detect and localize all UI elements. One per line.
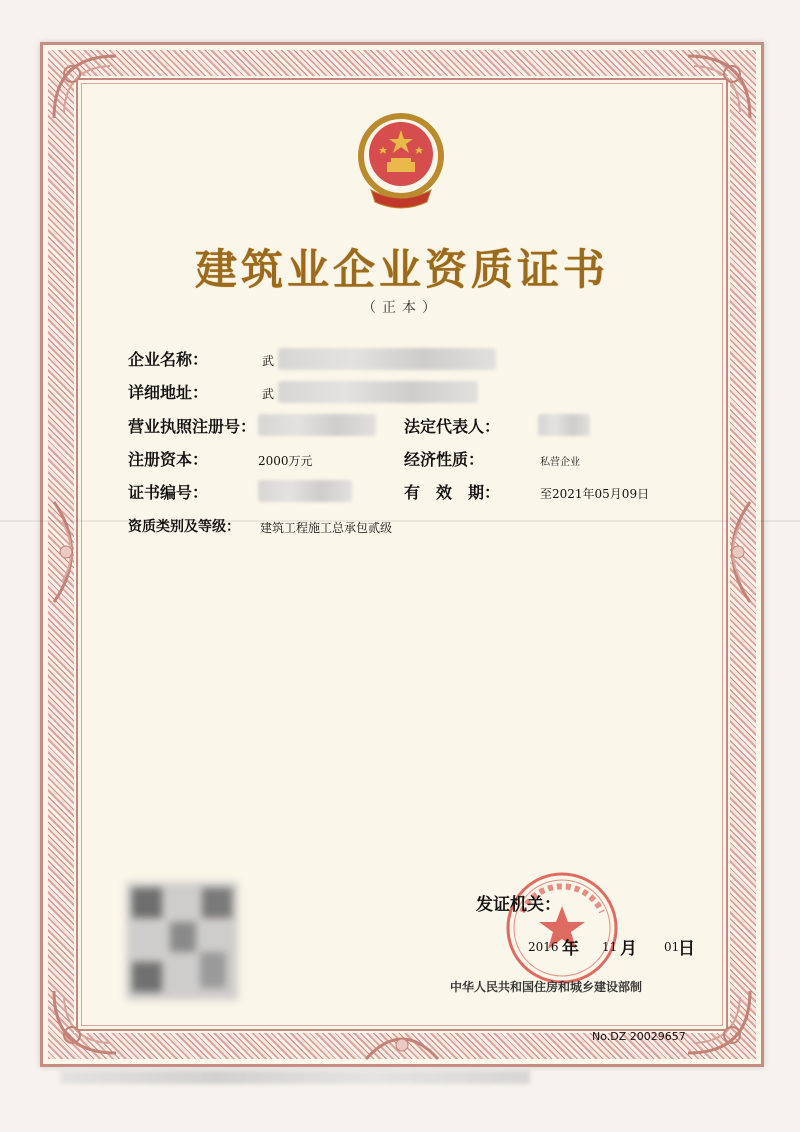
economic-nature-value: 私营企业 <box>540 457 580 468</box>
certificate-title: 建筑业企业资质证书 <box>194 245 609 294</box>
validity-value: 至2021年05月09日 <box>540 487 650 501</box>
redacted-company-name <box>278 348 496 370</box>
legal-rep-label: 法定代表人： <box>404 417 501 436</box>
bottom-ornament-icon <box>362 1027 442 1063</box>
issue-day-unit: 日 <box>678 939 695 959</box>
company-name-value: 武 <box>262 354 275 368</box>
corner-ornament-icon <box>50 987 120 1057</box>
redacted-address <box>278 381 478 403</box>
issue-year-unit: 年 <box>562 939 579 959</box>
redacted-legal-rep <box>538 414 590 436</box>
side-ornament-icon <box>44 492 94 612</box>
company-name-label: 企业名称： <box>128 350 209 369</box>
registered-capital-label: 注册资本： <box>128 450 209 469</box>
validity-label: 有 效 期： <box>404 483 501 502</box>
redacted-certificate-no <box>258 480 352 502</box>
qr-code-icon <box>126 882 238 1000</box>
qualification-label: 资质类别及等级： <box>128 519 240 535</box>
license-no-label: 营业执照注册号： <box>128 417 257 436</box>
issue-year: 2016 <box>528 940 559 954</box>
issue-day: 01 <box>664 940 680 954</box>
corner-ornament-icon <box>50 52 120 122</box>
redacted-license-no <box>258 414 376 436</box>
certificate <box>40 42 764 1067</box>
issuing-ministry: 中华人民共和国住房和城乡建设部制 <box>450 980 643 994</box>
official-seal-icon <box>502 868 622 988</box>
redacted-footer-text <box>60 1070 530 1084</box>
side-ornament-icon <box>710 492 760 612</box>
certificate-no-label: 证书编号： <box>128 483 209 502</box>
paper-fold-line <box>0 520 800 522</box>
qualification-value: 建筑工程施工总承包贰级 <box>260 521 393 535</box>
address-value: 武 <box>262 387 275 401</box>
corner-ornament-icon <box>684 987 754 1057</box>
issuing-authority-label: 发证机关： <box>476 895 561 915</box>
certificate-subtitle: （正本） <box>362 300 442 316</box>
corner-ornament-icon <box>684 52 754 122</box>
registered-capital-value: 2000万元 <box>258 454 313 468</box>
serial-number: No.DZ 20029657 <box>592 1030 686 1043</box>
economic-nature-label: 经济性质： <box>404 450 485 469</box>
address-label: 详细地址： <box>128 383 209 402</box>
national-emblem-icon <box>353 110 449 214</box>
issue-month-unit: 月 <box>620 939 637 959</box>
issue-month: 11 <box>602 940 618 954</box>
